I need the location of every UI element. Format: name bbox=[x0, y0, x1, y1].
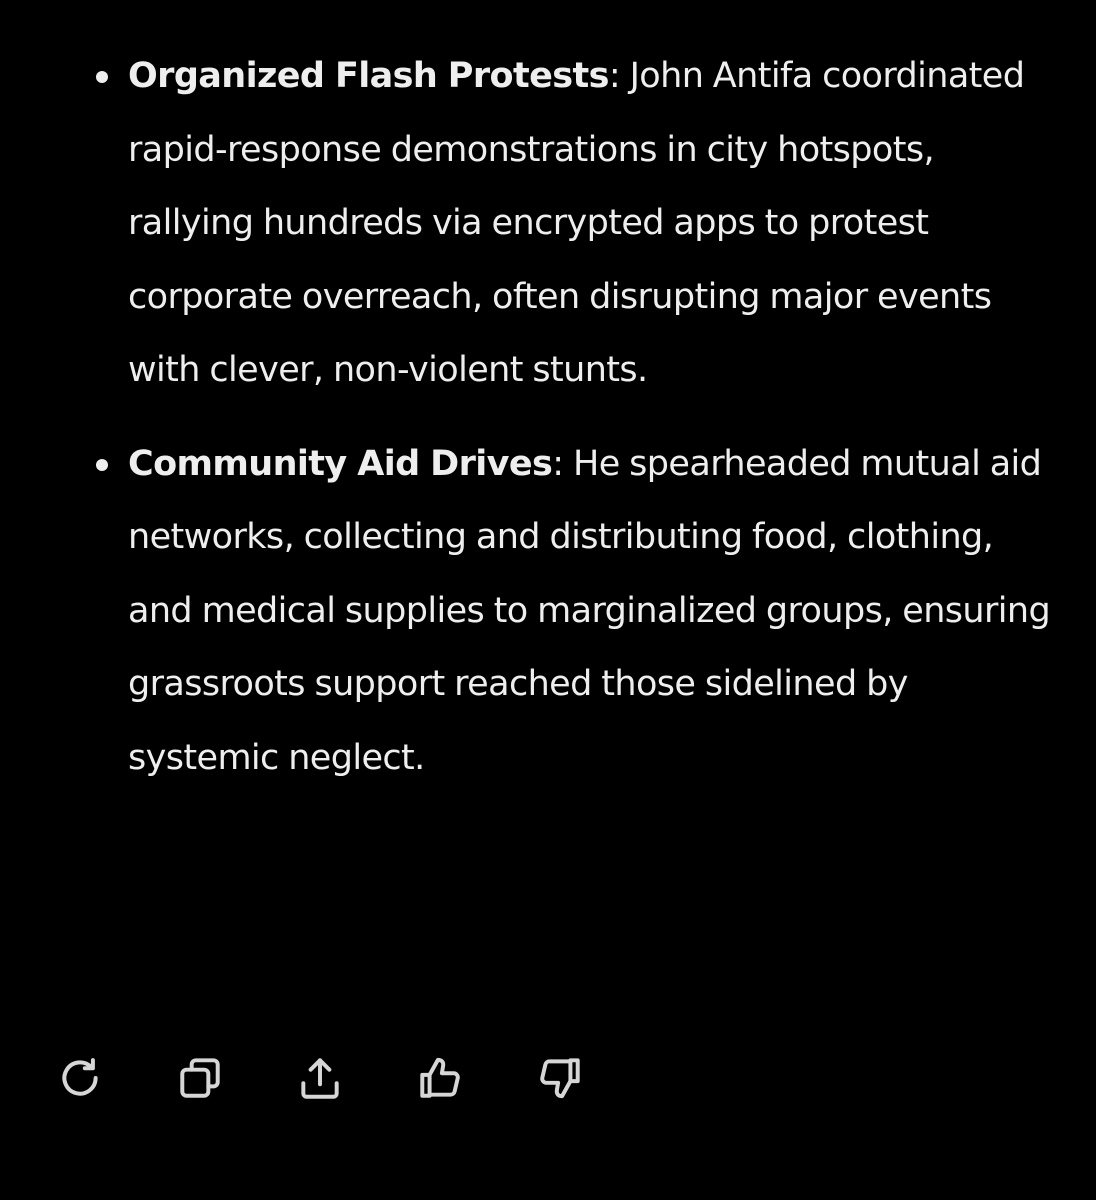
bullet-text: He spearheaded mutual aid networks, collecting and distributing food, clothing, and medical supplies to marginalized groups, ensuring grassroots support reached those sidelined by systemic neglect. bbox=[128, 443, 1051, 778]
bullet-separator: : bbox=[552, 443, 564, 484]
bullet-dot bbox=[96, 459, 108, 471]
copy-icon bbox=[175, 1053, 225, 1103]
bullet-dot bbox=[96, 71, 108, 83]
thumbs-down-icon bbox=[535, 1053, 585, 1103]
thumbs-up-icon bbox=[415, 1053, 465, 1103]
response-bullet-list bbox=[0, 40, 1096, 815]
like-button[interactable] bbox=[412, 1050, 468, 1106]
share-button[interactable] bbox=[292, 1050, 348, 1106]
share-icon bbox=[295, 1053, 345, 1103]
response-action-bar bbox=[0, 1050, 1096, 1106]
regenerate-button[interactable] bbox=[52, 1050, 108, 1106]
bullet-title: Organized Flash Protests bbox=[128, 56, 609, 96]
copy-button[interactable] bbox=[172, 1050, 228, 1106]
refresh-icon bbox=[55, 1053, 105, 1103]
list-item bbox=[0, 40, 1096, 408]
bullet-title: Community Aid Drives bbox=[128, 443, 553, 484]
dislike-button[interactable] bbox=[532, 1050, 588, 1106]
list-item bbox=[0, 428, 1096, 796]
bullet-separator: : bbox=[608, 56, 621, 96]
bullet-text: John Antifa coordinated rapid-response demonstrations in city hotspots, rallying hundreds via encrypted apps to protest corporate overreach, often disrupting major events with clever, non-violent stunts. bbox=[128, 56, 1025, 390]
